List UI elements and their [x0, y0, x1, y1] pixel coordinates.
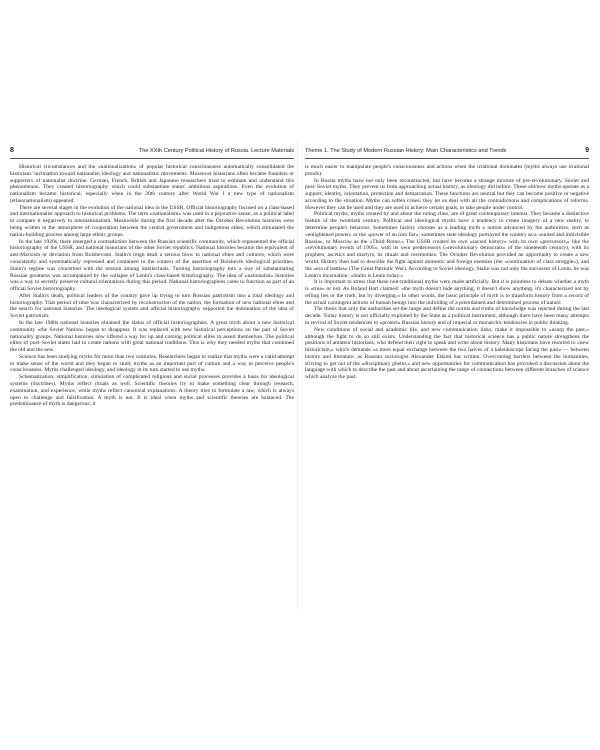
paragraph: In Russia myths have not only been reconstructed, but have become a strange mixture of pre-revolutionary, Soviet and post–Soviet myths. They prevent us from approaching actual history, as ideology did before. These old/new myths operate as a support, identity, orientation, protection and demarcation. These functions are neutral but they can become positive or negative according to the situation. Myths can soften crises; they let us deal with all the contradictions and complications of reforms. However they can be used and they are used to achieve certain goals, to take people under control. [305, 177, 589, 211]
right-page [305, 146, 589, 381]
paragraph: Schematization, simplification, simulation of complicated religious and social processes provides a basis for ideological systems (doctrines). Myths reflect rituals as well. Scientific theories try to make something clear through research, examination, and experience, while myths reflect canonical explanations. A theory tries to formulate a law, which is always open to challenge and falsification. A myth is not. It is ideal when myths and scientific theories are balanced. The predominance of myth is dangerous: it [10, 374, 294, 408]
paragraph: The thesis that only the authorities set the range and define the norms and truths of knowledge was rejected during the last decade. Today history is not officially exploited by the State as a political instrument, although there have been many attempts to revival of Soviet tendencies to «protect» Russian history and of imperial or monarchic tendencies in public thinking. [305, 306, 589, 326]
page-number: 9 [585, 147, 589, 154]
paragraph: Historical circumstances and the «nationalization» of popular historical consciousness automatically consolidated the historians' inclination toward nationalist ideology and nationalistic movements. Moreover historians often became founders or supporters of nationalist doctrine. German, French, British and Japanese researchers tried to estimate and understand this phenomenon. They created historiography which could substantiate states' ambitious aspirations. Even the evolution of nationalism became historical, especially when in the 20th century after World War I a new type of nationalism (ethnonationalism) appeared. [10, 164, 294, 204]
page-number: 8 [10, 147, 14, 154]
running-title: The XXth Century Political History of Russia. Lecture Materials [138, 148, 294, 154]
left-page-body [10, 164, 294, 408]
paragraph: In the late 1920s, there emerged a contradiction between the Russian scientific community, which represented the official historiography of the USSR, and national historians of the other Soviet republics. National histories became the equivalent of anti-Marxism or deviation from Bolshevism. Stalin's reign dealt a serious blow to national elites and cultures, which were consistently and systematically repressed and contained in the context of the assertion of Bolshevik ideological priorities. Stalin's regime was concerned with the tension among intellectuals. Turning historiography into a way of substantiating Russian greatness was accompanied by the collapse of Lenin's class-based historiography. The idea of «nationalist» histories was a way to secretly preserve cultural orientations during this period. National historiographies came to function as part of an official Soviet historiography. [10, 238, 294, 293]
paragraph: Science has been studying myths for more than two centuries. Researchers began to realize that myths were a valid attempt to make sense of the world and they began to study myths as an important part of culture and a way to perceive people's consciousness. Myths challenged ideology, and ideology in its turn started to use myths. [10, 353, 294, 374]
paragraph: New conditions of social and academic life, and new communication links, make it impossible to «usurp the past,» although the fight to do so still exists. Understanding the fact that historical science has a public nature strengthens the positions of amateur historians, who defend their right to speak and write about history. Many historians have resorted to «new historicism,» which demands «a more equal exchange between the two halves of a kaleidoscope facing the past» — between history and literature, as Russian sociologist Alexander Etkind has written. Overcoming barriers between the humanities, striving to get out of the «disciplinary ghetto,» and new opportunities for communication has provoked a discussion about the language with which to describe the past and about ascertaining the range of connections between different branches of science which analyze the past. [305, 326, 589, 381]
paragraph: It is important to stress that these non-traditional myths were made artificially. But it is pointless to debate whether a myth is «true» or not. As Roland Bart claimed: «the myth doesn't hide anything, it doesn't show anything, it's characterized not by telling lies or the truth, but by diverging.» In other words, the basic principle of myth is to transform history from a record of the actual contingent actions of human beings into the unfolding of a preordained and determined process of nature. [305, 279, 589, 306]
right-page-body [305, 164, 589, 381]
paragraph: There are several stages in the evolution of the national idea in the USSR. Official historiography focused on a class-based and internationalist approach to historical problems. The term «nationalism» was used in a pejorative sense, as a political label to compare it negatively to internationalism. Meanwhile during the first decade after the October Revolution histories were being written in the atmosphere of cooperation between the central government and indigenous elites, which stimulated the nation-building process among large ethnic groups. [10, 204, 294, 238]
right-page-header [305, 146, 589, 159]
paragraph: Political myths, myths created by and about the ruling class, are of great contemporary interest. They became a distinctive feature of the twentieth century. Political and ideological myths have a tendency to create imagery of a new reality, to determine people's behavior. Sometimes history chooses as a leading myth a notion advanced by the authorities, such as «enlightened power» or the «power of an iron fist»; sometimes state ideology portrayed the country as a «united and indivisible Russia», or Moscow as the «Third Rome.» The USSR created its own «sacred history» with its own «precursors,» like the «revolutionary events of 1905», with its own predecessors («revolutionary democrats» of the nineteenth century), with its prophets, ascetics and martyrs, its rituals and ceremonies. The October Revolution provided an opportunity to create a new world. History then had to describe the fight against domestic and foreign enemies (the «continuation of class struggle»), and the «era of battles» (The Great Patriotic War). According to Soviet ideology, Stalin was not only the successor of Lenin, he was Lenin's incarnation: «Stalin is Lenin today.» [305, 211, 589, 279]
left-page [10, 146, 294, 408]
running-title: Theme 1. The Study of Modern Russian History: Main Characteristics and Trends [305, 148, 507, 154]
paragraph: After Stalin's death, political leaders of the country gave up trying to turn Russian patriotism into a total ideology and historiography. That period of time was characterized by reconstruction of the nation, the formation of new national elites and the search for national histories. The ideological system and official historiography supported the domination of the idea of Soviet patriotism. [10, 292, 294, 320]
book-gutter [297, 140, 298, 610]
paragraph-continued: is much easier to manipulate people's consciousness and actions when the irrational dominates (myths always use irrational proofs). [305, 164, 589, 177]
left-page-header [10, 146, 294, 159]
paragraph: In the late 1980s national histories obtained the status of official historiographies. A great myth about a new historical community «the Soviet Nation» began to disappear. It was replaced with new historical perceptions on the part of Soviet nationality groups. National histories now offered a way for up and coming political elites to assert themselves. The political elites of post–Soviet states had to create nations with great national traditions. This is why they needed myths that combined the old and the new. [10, 319, 294, 354]
